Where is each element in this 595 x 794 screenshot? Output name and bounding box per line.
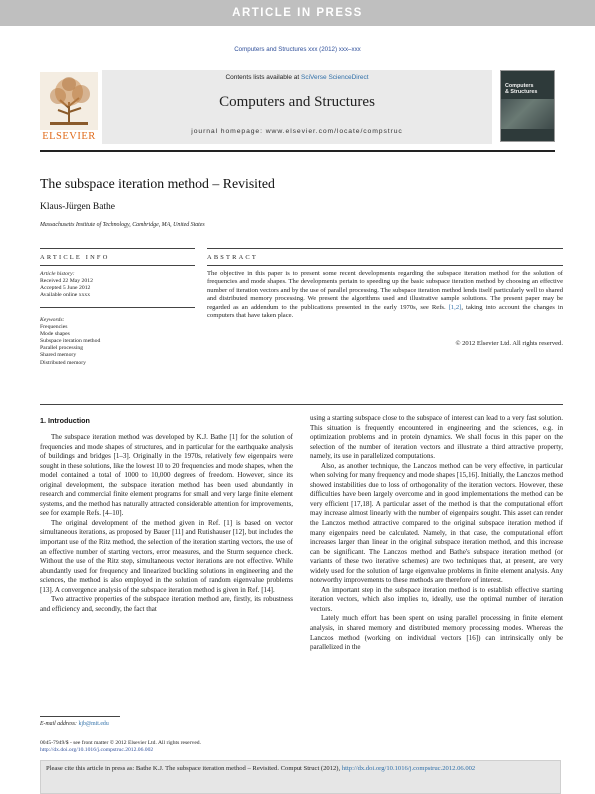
abstract-sub-rule	[207, 265, 563, 266]
journal-masthead	[40, 70, 555, 146]
abstract-text-end: , taking into account the changes in computers that have taken place.	[207, 303, 563, 320]
article-info-top-rule	[40, 248, 195, 249]
citation-doi-link[interactable]: http://dx.doi.org/10.1016/j.compstruc.2012.06.002	[341, 765, 476, 772]
article-doi-link[interactable]: http://dx.doi.org/10.1016/j.compstruc.2012.06.002	[40, 747, 154, 754]
citation-box	[40, 760, 561, 794]
received-date: Received 22 May 2012	[40, 278, 93, 285]
history-label: Article history:	[40, 271, 75, 277]
body-paragraph: using a starting subspace close to the subspace of interest can lead to a very fast solution. This situation is frequently encountered in engineering and the sciences, e.g. in optimization problems and in protein dynamics. We shall focus in this paper on the selection of the number of iteration vectors and illustrate a third attractive property, namely, its use in parallelized computations.	[310, 414, 563, 461]
journal-cover-thumbnail	[500, 70, 555, 142]
article-in-press-banner: ARTICLE IN PRESS	[0, 0, 595, 26]
keyword: Distributed memory	[40, 359, 86, 366]
cover-title-line2: & Structures	[505, 89, 538, 95]
journal-title: Computers and Structures	[219, 94, 375, 110]
abstract-text: The objective in this paper is to present some recent developments regarding the subspace iteration method for the solution of frequencies and mode shapes. The developments pertain to speeding up the basic subspace iteration method by choosing an effective number of iteration vectors and by the use of parallel processing. The subspace iteration method lends itself particularly well to shared and distributed memory processing. We present the algorithms used and illustrative sample solutions. The present paper may be regarded as an addendum to the publications presented in the early 1970s, see Refs.	[207, 270, 563, 311]
body-column-right	[310, 414, 563, 653]
article-title: The subspace iteration method – Revisited	[40, 176, 275, 191]
abstract-top-rule	[207, 248, 563, 249]
issn-front-matter	[40, 740, 201, 755]
journal-homepage-line	[102, 128, 492, 135]
keywords-label: Keywords:	[40, 316, 65, 323]
journal-homepage-link[interactable]: www.elsevier.com/locate/compstruc	[265, 128, 403, 135]
available-online-date: Available online xxxx	[40, 292, 91, 299]
elsevier-logo	[40, 72, 98, 142]
keyword: Subspace iteration method	[40, 338, 101, 345]
author-email-link[interactable]: kjb@mit.edu	[78, 721, 109, 727]
article-info-heading: ARTICLE INFO	[40, 254, 110, 261]
journal-reference-link[interactable]: Computers and Structures xxx (2012) xxx–xxx	[234, 46, 361, 53]
author-email-footnote	[40, 721, 109, 727]
front-matter-bottom-rule	[40, 404, 563, 405]
body-paragraph: The original development of the method given in Ref. [1] is based on vector simultaneous iterations, as proposed by Bauer [11] and Rutishauser [12], but includes the important use of the Ritz method, the selection of the iteration starting vectors, the use of an effective number of starting vectors, error measures, and the Sturm sequence check. Without the use of the Ritz step, simultaneous vector iterations are not effective. While abundantly used for frequency and linearized buckling solutions in engineering and the sciences, the method is also employed in the solution of random eigenvalue problems [13]. A convergence analysis of the subspace iteration method is given in Ref. [14].	[40, 518, 293, 594]
cover-title-line1: Computers	[505, 83, 534, 89]
sciencedirect-link[interactable]: SciVerse ScienceDirect	[300, 74, 369, 81]
keyword: Mode shapes	[40, 331, 70, 338]
keyword: Shared memory	[40, 352, 77, 359]
accepted-date: Accepted 5 June 2012	[40, 285, 91, 292]
masthead-divider	[40, 150, 555, 152]
abstract-heading: ABSTRACT	[207, 254, 258, 261]
keyword: Frequencies	[40, 324, 68, 331]
email-label: E-mail address:	[40, 721, 77, 727]
article-info-panel	[40, 271, 195, 367]
cover-title	[505, 83, 553, 95]
masthead-info-box	[102, 70, 492, 144]
section-heading-introduction: 1. Introduction	[40, 416, 90, 425]
abstract-copyright: © 2012 Elsevier Ltd. All rights reserved.	[455, 340, 563, 347]
abstract-ref-link[interactable]: [1,2]	[448, 303, 462, 311]
elsevier-wordmark: ELSEVIER	[42, 131, 96, 142]
keywords-divider	[40, 307, 195, 308]
body-paragraph: Lately much effort has been spent on using parallel processing in finite element analysis, in shared memory and distributed memory processing modes. Whereas the Lanczos method (working on individual vectors [16]) can intrinsically only be parallelized in the	[310, 614, 563, 652]
body-paragraph: Also, as another technique, the Lanczos method can be very effective, in particular when solving for many frequency and mode shapes [15,16]. Initially, the Lanczos method showed instabilities due to loss of orthogonality of the iteration vectors. However, these difficulties have been largely overcome and in good implementations the method can be very efficient [17,18]. A particular asset of the method is that the computational effort may increase almost linearly with the number of eigenpairs sought. This asset can render the Lanczos method attractive compared to the original subspace iteration method if many eigenpairs need be calculated. Namely, in that case, the computational effort increases larger than linear in the original subspace iteration method, and this increase can be significant. The Lanczos method and Bathe's subspace iteration method (or variants of these two iterative schemes) are two techniques that, at present, are very widely used for the solution of large eigenvalue problems in finite element analysis. Any noteworthy improvements to these methods are therefore of interest.	[310, 461, 563, 585]
homepage-prefix: journal homepage:	[191, 128, 263, 135]
body-column-left	[40, 433, 293, 614]
contents-available-line	[102, 74, 492, 81]
author-name: Klaus-Jürgen Bathe	[40, 202, 116, 212]
elsevier-tree-icon	[40, 72, 98, 130]
contents-prefix: Contents lists available at	[225, 74, 300, 81]
article-info-sub-rule	[40, 265, 195, 266]
body-paragraph: Two attractive properties of the subspace iteration method are, firstly, its robustness and efficiency and, secondly, the fact that	[40, 595, 293, 613]
citation-text: Please cite this article in press as: Bathe K.J. The subspace iteration method – Revisited. Comput Struct (2012),	[46, 765, 341, 772]
author-affiliation: Massachusetts Institute of Technology, Cambridge, MA, United States	[40, 222, 205, 228]
body-paragraph: An important step in the subspace iteration method is to establish effective starting iteration vectors, which also implies to, ideally, use the optimal number of iteration vectors.	[310, 585, 563, 613]
body-paragraph: The subspace iteration method was developed by K.J. Bathe [1] for the solution of frequencies and mode shapes of structures, and in particular for the earthquake analysis of buildings and bridges [1–3]. Originally in the 1970s, relatively few eigenpairs were sought in these solutions, like the lowest 10 to 20 frequencies and mode shapes, when the model contained a total of 1000 to 10,000 degrees of freedom. However, since its original development, the subspace iteration method has been used abundantly in research and commercial finite element programs for small and very large finite element systems, and the method has naturally attracted considerable attention for improvements, see for example Refs. [4–10].	[40, 433, 293, 518]
abstract-body	[207, 270, 563, 320]
footnote-rule	[40, 716, 120, 717]
cover-graphic	[501, 99, 555, 129]
issn-text: 0045-7949/$ - see front matter © 2012 Elsevier Ltd. All rights reserved.	[40, 740, 201, 746]
keyword: Parallel processing	[40, 345, 84, 352]
